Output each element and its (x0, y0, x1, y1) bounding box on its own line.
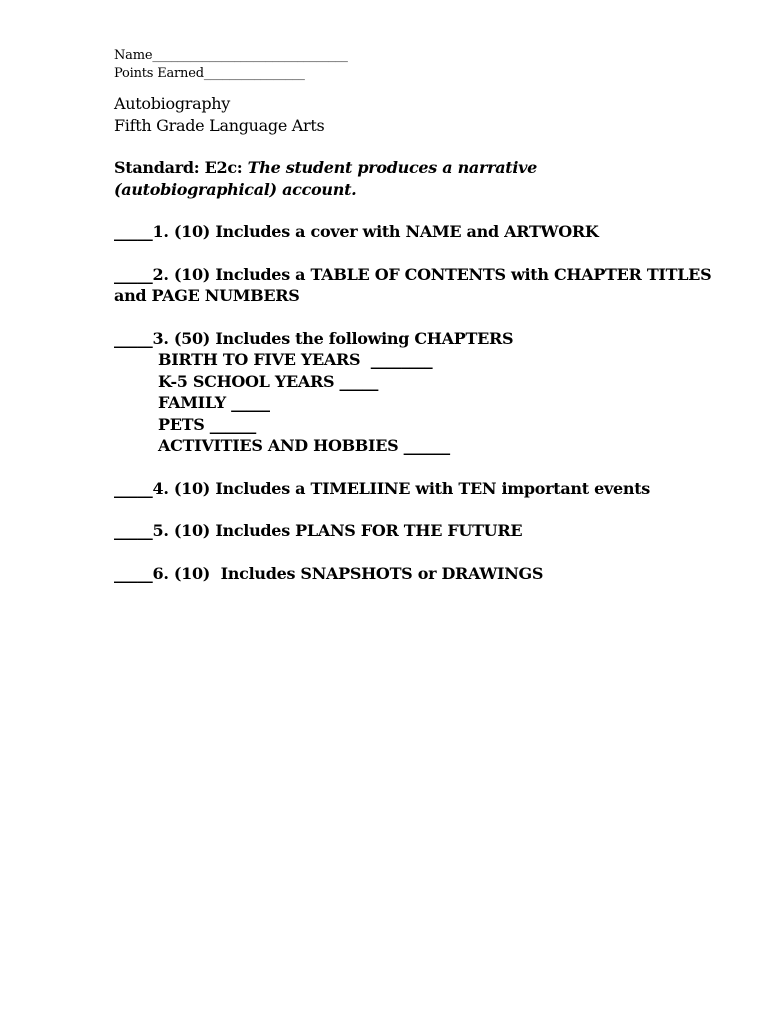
title-course: Fifth Grade Language Arts (114, 115, 325, 135)
chapter-activities-hobbies: ACTIVITIES AND HOBBIES ______ (158, 436, 450, 455)
rubric-content (114, 93, 714, 584)
rubric-item-4 (114, 478, 714, 500)
rubric-item-5 (114, 520, 714, 542)
chapter-k5-school-years: K-5 SCHOOL YEARS _____ (158, 371, 379, 391)
chapter-pets: PETS ______ (158, 414, 256, 434)
name-line: Name_______________________________ (114, 48, 348, 63)
chapter-list (114, 349, 714, 457)
student-info-header (114, 47, 348, 83)
document-title (114, 93, 714, 136)
chapter-family: FAMILY _____ (158, 393, 270, 412)
rubric-item-text: _____6. (10) Includes SNAPSHOTS or DRAWINGS (114, 563, 544, 583)
title-autobiography: Autobiography (114, 94, 231, 113)
standard-statement (114, 157, 714, 200)
rubric-item-3 (114, 328, 714, 457)
rubric-item-text: _____4. (10) Includes a TIMELIINE with TEN important events (114, 478, 650, 498)
rubric-item-text: _____5. (10) Includes PLANS FOR THE FUTURE (114, 521, 523, 540)
rubric-item-2 (114, 264, 714, 307)
standard-text-line2: (autobiographical) account. (114, 179, 357, 199)
rubric-item-text: _____3. (50) Includes the following CHAPTERS (114, 328, 514, 348)
rubric-item-6 (114, 563, 714, 585)
chapter-birth-to-five: BIRTH TO FIVE YEARS ________ (158, 350, 433, 369)
rubric-item-text: _____2. (10) Includes a TABLE OF CONTENTS with CHAPTER TITLES (114, 264, 712, 284)
rubric-item-text-continued: and PAGE NUMBERS (114, 286, 300, 305)
points-earned-line: Points Earned________________ (114, 66, 305, 81)
rubric-item-1 (114, 221, 714, 243)
standard-text-line1: The student produces a narrative (247, 158, 538, 177)
rubric-item-text: _____1. (10) Includes a cover with NAME and ARTWORK (114, 222, 599, 241)
standard-label: Standard: E2c: (114, 158, 248, 177)
